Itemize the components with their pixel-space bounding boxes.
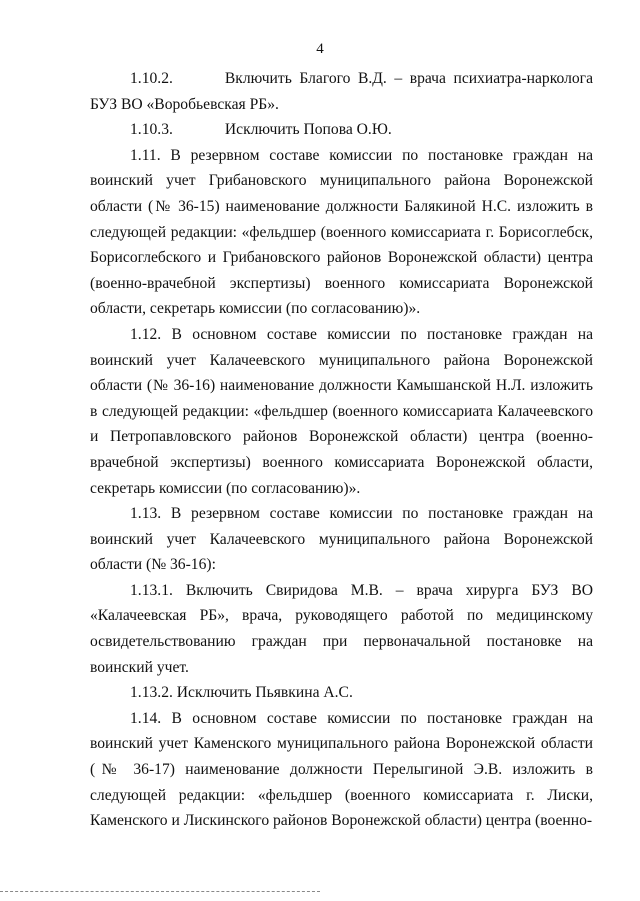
paragraph-1-13-1: 1.13.1. Включить Свиридова М.В. – врача хирурга БУЗ ВО «Калачеевская РБ», врача, руководящего работой по медицинскому освидетельствованию граждан при первоначальной постановке на воинский учет. <box>90 581 593 676</box>
paragraph-text: Исключить Попова О.Ю. <box>224 121 392 139</box>
scan-edge-line <box>0 891 320 892</box>
paragraph-1-10-3 <box>90 117 593 143</box>
paragraph-1-12: 1.12. В основном составе комиссии по постановке граждан на воинский учет Калачеевского муниципального района Воронежской области (№ 36-16) наименование должности Камышанской Н.Л. изложить в следующей редакции: «фельдшер (военного комиссариата Калачеевского и Петропавловского районов Воронежской области) центра (военно-врачебной экспертизы) военного комиссариата Воронежской области, секретарь комиссии (по согласованию)». <box>90 325 593 497</box>
paragraph-text: Включить Благого В.Д. – врача психиатра-нарколога БУЗ ВО «Воробьевская РБ». <box>90 70 593 113</box>
paragraph-1-11: 1.11. В резервном составе комиссии по постановке граждан на воинский учет Грибановского муниципального района Воронежской области (№ 36-15) наименование должности Балякиной Н.С. изложить в следующей редакции: «фельдшер (военного комиссариата г. Борисоглебск, Борисоглебского и Грибановского районов Воронежской области) центра (военно-врачебной экспертизы) военного комиссариата Воронежской области, секретарь комиссии (по согласованию)». <box>90 146 593 318</box>
page-number: 4 <box>316 41 324 57</box>
document-body <box>90 66 593 834</box>
paragraph-1-14: 1.14. В основном составе комиссии по постановке граждан на воинский учет Каменского муниципального района Воронежской области (№ 36-17) наименование должности Перелыгиной Э.В. изложить в следующей редакции: «фельдшер (военного комиссариата г. Лиски, Каменского и Лискинского районов Воронежской области) центра (военно- <box>90 709 593 830</box>
paragraph-1-10-2 <box>90 66 593 117</box>
item-number: 1.10.2. <box>130 70 173 87</box>
item-number: 1.10.3. <box>130 121 173 139</box>
paragraph-1-13-2: 1.13.2. Исключить Пьявкина А.С. <box>130 684 353 702</box>
paragraph-1-13: 1.13. В резервном составе комиссии по постановке граждан на воинский учет Калачеевского муниципального района Воронежской области (№ 36-16): <box>90 505 593 574</box>
